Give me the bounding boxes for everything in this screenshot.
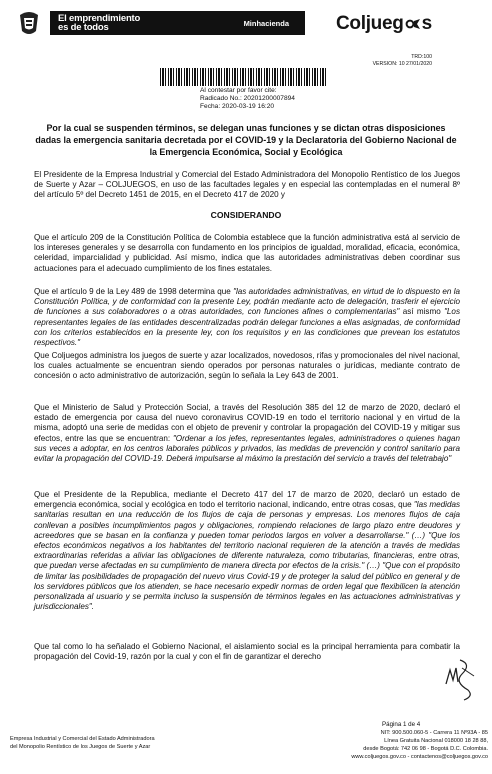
paragraph-4 — [34, 403, 460, 464]
page-number: Página 1 de 4 — [382, 721, 421, 728]
footer-hotline: Línea Gratuita Nacional 018000 18 28 88, — [384, 738, 488, 744]
cite-line: Al contestar por favor cite: — [200, 87, 277, 94]
paragraph-2-link: así mismo — [399, 307, 445, 317]
trd-code: TRD:100 — [411, 54, 432, 60]
brand-o-mark-icon — [405, 17, 421, 31]
considerando-heading: CONSIDERANDO — [210, 210, 282, 220]
paragraph-2-quote-1: "las autoridades administrativas, en virtud de lo dispuesto en la Constitución Política, y de conformidad con la presente Ley, podrán mediante acto de delegación, trasferir el ejercicio de funciones a sus colaboradores o a otras autoridades, con funciones afines o complementarias" — [34, 287, 460, 317]
paragraph-6: Que tal como lo ha señalado el Gobierno Nacional, el aislamiento social es la principal herramienta para combatir la propagación del Covid-19, razón por la cual y con el fin de garantizar el derecho — [34, 642, 460, 662]
paragraph-3: Que Coljuegos administra los juegos de suerte y azar localizados, novedosos, rifas y promocionales del nivel nacional, los cuales actualmente se encuentran siendo operados por personas naturales o jurídicas, mediante contrato de concesión o acto administrativo de autorización, según lo señala la Ley 643 de 2001. — [34, 351, 460, 381]
paragraph-4-lead: Que el Ministerio de Salud y Protección Social, a través del Resolución 385 del 12 de marzo de 2020, declaró el estado de emergencia por causa del nuevo coronavirus COVID-19 en todo el territorio nacional y en virtud de la misma, adoptó una serie de medidas con el objeto de prevenir y controlar la propagación del COVID-19 y mitigar sus efectos, entre las que se encuentran: — [34, 403, 460, 443]
paragraph-4-quote: "Ordenar a los jefes, representantes legales, administradores o quienes hagan sus veces a adoptar, en los centros laborales públicos y privados, las medidas de prevención y control sanitario para evitar la propagación del COVID-19. Deberá impulsarse al máximo la prestación del servicio a través del teletrabajo" — [34, 433, 461, 464]
paragraph-5-quote: "las medidas sanitarias resultan en una reducción de los flujos de caja de personas y empresas. Los menores flujos de caja conllevan a posibles incumplimientos pagos y obligaciones, rompiendo relaciones de largo plazo entre deudores y acreedores que se basan en la confianza y pueden tomar periodos largos en volver a desarrollarse." (…) "Que los efectos económicos negativos a los habitantes del territorio nacional requieren de la atención a través de medidas extraordinarias referidas a aliviar las obligaciones de diferente naturaleza, como tributarias, financieras, entre otras, que puedan verse afectadas en su cumplimiento de manera directa por efectos de la crisis." (…) "Que con el propósito de limitar las posibilidades de propagación del nuevo virus Covid-19 y de proteger la salud del público en general y de los servidores públicos que los atienden, se hace necesario expedir normas de orden legal que flexibilicen la atención personalizada al usuario y se permita incluso la suspensión de términos legales en las actuaciones administrativas y jurisdiccionales". — [34, 500, 460, 612]
paragraph-1: Que el artículo 209 de la Constitución Política de Colombia establece que la función administrativa está al servicio de los intereses generales y se desarrolla con fundamento en los principios de igualdad, moralidad, eficacia, económica, celeridad, imparcialidad y publicidad. Así mismo, indica que las autoridades administrativas deben coordinar sus actuaciones para el adecuado cumplimiento de los fines estatales. — [34, 233, 460, 273]
intro-paragraph: El Presidente de la Empresa Industrial y Comercial del Estado Administradora del Monopolio Rentístico de los Juegos de Suerte y Azar – COLJUEGOS, en uso de las facultades legales y en especial las contempladas en el numeral 8º del artículo 5º del Decreto 1451 de 2015, en el Decreto 417 de 2020 y — [34, 170, 460, 200]
paragraph-2-quote-2: "Los representantes legales de las entidades descentralizadas podrán delegar funciones a ellas asignadas, de conformidad con los criterios establecidos en la presente ley, con los requisitos y en las condiciones que prevean los estatutos respectivos." — [34, 307, 460, 348]
footer-contact — [312, 729, 488, 761]
paragraph-2-lead: Que el artículo 9 de la Ley 489 de 1998 determina que — [34, 287, 234, 296]
government-banner — [50, 11, 305, 35]
slogan-line-2: es de todos — [58, 22, 109, 33]
footer-bogota-phone: desde Bogotá: 742 06 98 - Bogotá D.C. Colombia. — [363, 746, 488, 752]
footer-entity-line-2: del Monopolio Rentístico de los Juegos de Suerte y Azar — [10, 744, 151, 750]
handwritten-initials-icon — [440, 654, 476, 702]
government-logo — [16, 8, 316, 38]
ministry-name: Minhacienda — [243, 18, 289, 28]
paragraph-2 — [34, 287, 460, 348]
document-version — [373, 54, 432, 67]
version-code: VERSION: 10 27/01/2020 — [372, 60, 432, 67]
banner-slogan — [58, 14, 140, 32]
footer-entity — [10, 735, 155, 751]
paragraph-5 — [34, 490, 460, 612]
coat-of-arms-icon — [16, 9, 42, 37]
footer-web-email[interactable]: www.coljuegos.gov.co - contactenos@coljuegos.gov.co — [351, 754, 488, 760]
brand-name-part1: Coljueg — [336, 13, 404, 34]
filing-info — [200, 87, 295, 111]
filing-date: Fecha: 2020-03-19 16:20 — [200, 103, 275, 110]
slogan-line-1: El emprendimiento — [58, 13, 141, 24]
footer-entity-line-1: Empresa Industrial y Comercial del Estado Administradora — [10, 736, 155, 742]
paragraph-5-lead: Que el Presidente de la Republica, mediante el Decreto 417 del 17 de marzo de 2020, declaró un estado de emergencia económica, social y ecológica en todo el territorio nacional, indicando, entre otras cosas, que — [34, 490, 460, 510]
document-title: Por la cual se suspenden términos, se delegan unas funciones y se dictan otras disposiciones dadas la emergencia sanitaria decretada por el COVID-19 y la Declaratoria del Gobierno Nacional de la Emergencia Económica, Social y Ecológica — [35, 123, 457, 157]
footer-nit: NIT: 900.500.060-5 - Carrera 11 Nº93A - 85 — [380, 730, 488, 736]
brand-name-part2: s — [421, 13, 432, 34]
barcode — [160, 68, 328, 86]
radicado-number: Radicado No.: 20201200007894 — [200, 95, 295, 102]
coljuegos-logo — [336, 13, 432, 35]
